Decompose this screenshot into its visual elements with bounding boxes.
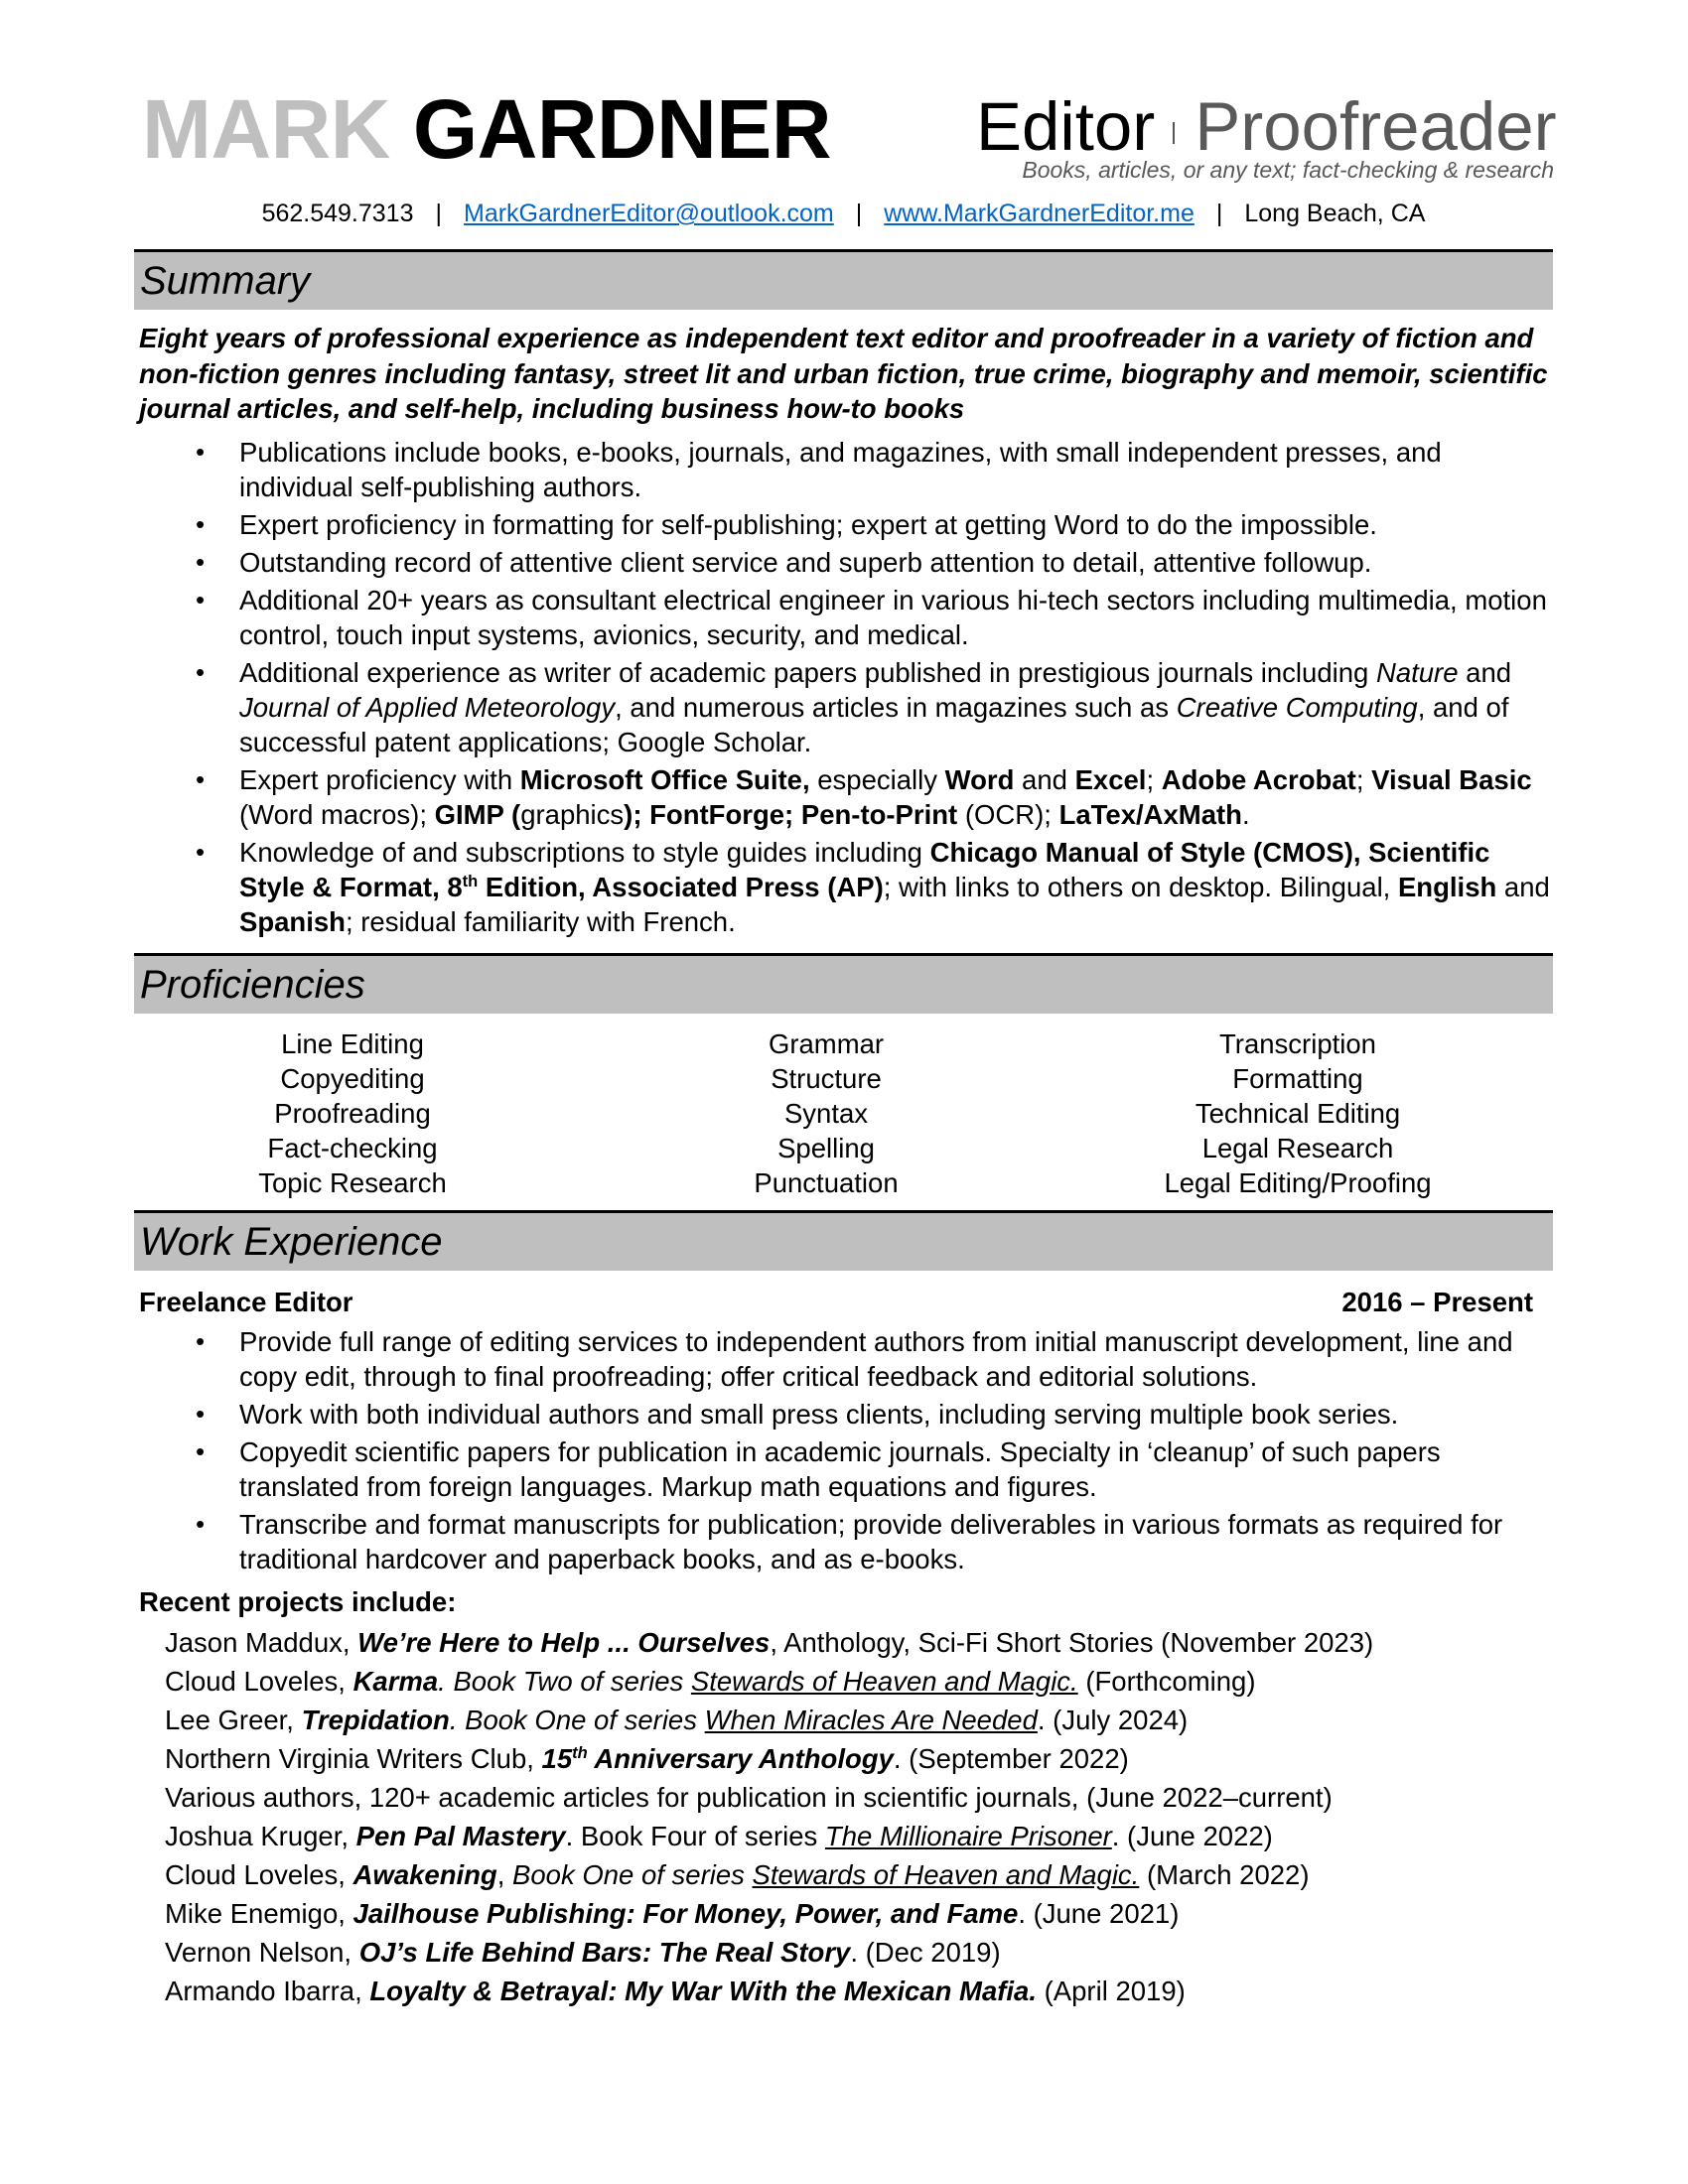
magazine-name: Creative Computing — [1176, 692, 1418, 723]
proficiency-item: Technical Editing — [1195, 1098, 1401, 1129]
list-item: • Transcribe and format manuscripts for publication; provide deliverables in various formats as required for traditional hardcover and paperback books, and as e-books. — [196, 1507, 1556, 1576]
separator: | — [1215, 200, 1223, 227]
job-dates: 2016 – Present — [1341, 1287, 1533, 1317]
proficiency-item: Syntax — [783, 1098, 869, 1129]
proficiency-item: Punctuation — [754, 1167, 899, 1198]
proficiency-item: Fact-checking — [267, 1133, 438, 1163]
list-item: • Expert proficiency in formatting for self-publishing; expert at getting Word to do the impossible. — [196, 507, 1556, 542]
list-item: • Outstanding record of attentive client service and superb attention to detail, attentive followup. — [196, 545, 1556, 580]
book-title: Loyalty & Betrayal: My War With the Mexican Mafia. — [369, 1976, 1037, 2006]
book-title: We’re Here to Help ... Ourselves — [357, 1627, 771, 1658]
last-name: GARDNER — [412, 82, 831, 176]
journal-name: Journal of Applied Meteorology — [239, 692, 616, 723]
summary-lead: Eight years of professional experience as independent text editor and proofreader in a variety of fiction and non-fiction genres including fantasy, street lit and urban fiction, true crime, biography and memoir, scientific journal articles, and self-help, including business how-to books — [139, 323, 1548, 424]
list-item: • Additional 20+ years as consultant electrical engineer in various hi-tech sectors including multimedia, motion control, touch input systems, avionics, security, and medical. — [196, 583, 1556, 652]
section-title: Proficiencies — [140, 963, 365, 1007]
separator: | — [435, 200, 442, 227]
book-title: Karma — [352, 1666, 439, 1697]
tagline: Books, articles, or any text; fact-checking & research — [1022, 157, 1554, 183]
book-title: Pen Pal Mastery — [355, 1821, 566, 1851]
proficiency-column — [571, 1026, 1081, 1200]
list-item: • Copyedit scientific papers for publication in academic journals. Specialty in ‘cleanup’ of such papers translated from foreign languages. Markup math equations and figures. — [196, 1434, 1556, 1504]
work-bullets — [196, 1324, 1556, 1579]
series-title: Stewards of Heaven and Magic. — [752, 1859, 1140, 1890]
job-header — [139, 1287, 1533, 1318]
proficiency-column — [134, 1026, 571, 1200]
project-item: Various authors, 120+ academic articles for publication in scientific journals, (June 2022–current) — [165, 1782, 1333, 1813]
book-title: OJ’s Life Behind Bars: The Real Story — [358, 1937, 851, 1968]
first-name: MARK — [142, 82, 390, 176]
website-link[interactable]: www.MarkGardnerEditor.me — [884, 200, 1195, 227]
proficiencies-grid — [134, 1026, 1553, 1200]
section-title: Work Experience — [140, 1220, 443, 1264]
list-item: • Additional experience as writer of academic papers published in prestigious journals including Nature and Journal of Applied Meteorology, and numerous articles in magazines such as Creative Computing, and of successful patent applications; Google Scholar. — [196, 655, 1556, 759]
title-primary: Editor — [976, 88, 1156, 165]
candidate-name — [142, 82, 831, 176]
separator: | — [855, 200, 863, 227]
project-item: Mike Enemigo, Jailhouse Publishing: For Money, Power, and Fame. (June 2021) — [165, 1898, 1180, 1929]
series-title: Stewards of Heaven and Magic. — [690, 1666, 1078, 1697]
book-title: Awakening — [352, 1859, 497, 1890]
section-title: Summary — [140, 259, 311, 303]
project-item: Jason Maddux, We’re Here to Help ... Ourselves, Anthology, Sci-Fi Short Stories (November 2023) — [165, 1627, 1374, 1658]
project-item: Joshua Kruger, Pen Pal Mastery. Book Four of series The Millionaire Prisoner. (June 2022) — [165, 1821, 1273, 1851]
job-title: Freelance Editor — [139, 1287, 353, 1317]
book-title: Trepidation — [301, 1705, 450, 1735]
proficiency-item: Grammar — [768, 1028, 885, 1059]
list-item: • Publications include books, e-books, journals, and magazines, with small independent presses, and individual self-publishing authors. — [196, 435, 1556, 504]
email-link[interactable]: MarkGardnerEditor@outlook.com — [464, 200, 834, 227]
journal-name: Nature — [1375, 657, 1459, 688]
section-header-proficiencies — [134, 953, 1553, 1014]
proficiency-item: Line Editing — [281, 1028, 424, 1059]
list-item: • Expert proficiency with Microsoft Office Suite, especially Word and Excel; Adobe Acrobat; Visual Basic (Word macros); GIMP (graphics); FontForge; Pen-to-Print (OCR); LaTex/AxMath. — [196, 762, 1556, 832]
list-item: • Provide full range of editing services to independent authors from initial manuscript development, line and copy edit, through to final proofreading; offer critical feedback and editorial solutions. — [196, 1324, 1556, 1394]
list-item: • Knowledge of and subscriptions to style guides including Chicago Manual of Style (CMOS), Scientific Style & Format, 8th Edition, Associated Press (AP); with links to others on desktop. Bilingual, English and Spanish; residual familiarity with French. — [196, 835, 1556, 939]
proficiency-item: Proofreading — [274, 1098, 431, 1129]
title-secondary: Proofreader — [1195, 88, 1557, 165]
title-divider — [1173, 122, 1175, 144]
project-item: Cloud Loveles, Karma. Book Two of series Stewards of Heaven and Magic. (Forthcoming) — [165, 1666, 1256, 1697]
proficiency-item: Spelling — [777, 1133, 875, 1163]
proficiency-item: Legal Editing/Proofing — [1164, 1167, 1432, 1198]
proficiency-item: Formatting — [1232, 1063, 1363, 1094]
proficiency-item: Topic Research — [258, 1167, 447, 1198]
series-title: The Millionaire Prisoner — [824, 1821, 1112, 1851]
phone: 562.549.7313 — [261, 200, 414, 227]
proficiency-item: Transcription — [1219, 1028, 1376, 1059]
recent-projects-heading: Recent projects include: — [139, 1586, 457, 1617]
location: Long Beach, CA — [1244, 200, 1426, 227]
project-item: Lee Greer, Trepidation. Book One of series When Miracles Are Needed. (July 2024) — [165, 1705, 1189, 1735]
book-title: Jailhouse Publishing: For Money, Power, and Fame — [352, 1898, 1019, 1929]
summary-bullets — [196, 435, 1556, 942]
book-title: Anniversary Anthology — [587, 1743, 894, 1774]
section-header-work-experience — [134, 1210, 1553, 1271]
projects-list — [165, 1623, 1555, 2010]
proficiency-item: Structure — [771, 1063, 882, 1094]
proficiency-column — [1081, 1026, 1514, 1200]
project-item: Armando Ibarra, Loyalty & Betrayal: My War With the Mexican Mafia. (April 2019) — [165, 1976, 1186, 2006]
project-item: Northern Virginia Writers Club, 15th Anniversary Anthology. (September 2022) — [165, 1743, 1129, 1774]
contact-line — [134, 200, 1553, 228]
project-item: Cloud Loveles, Awakening, Book One of series Stewards of Heaven and Magic. (March 2022) — [165, 1859, 1310, 1890]
proficiency-item: Copyediting — [280, 1063, 425, 1094]
job-title-header — [976, 88, 1557, 165]
project-item: Vernon Nelson, OJ’s Life Behind Bars: The Real Story. (Dec 2019) — [165, 1937, 1001, 1968]
proficiency-item: Legal Research — [1201, 1133, 1394, 1163]
list-item: • Work with both individual authors and small press clients, including serving multiple book series. — [196, 1397, 1556, 1432]
section-header-summary — [134, 249, 1553, 310]
series-title: When Miracles Are Needed — [704, 1705, 1038, 1735]
